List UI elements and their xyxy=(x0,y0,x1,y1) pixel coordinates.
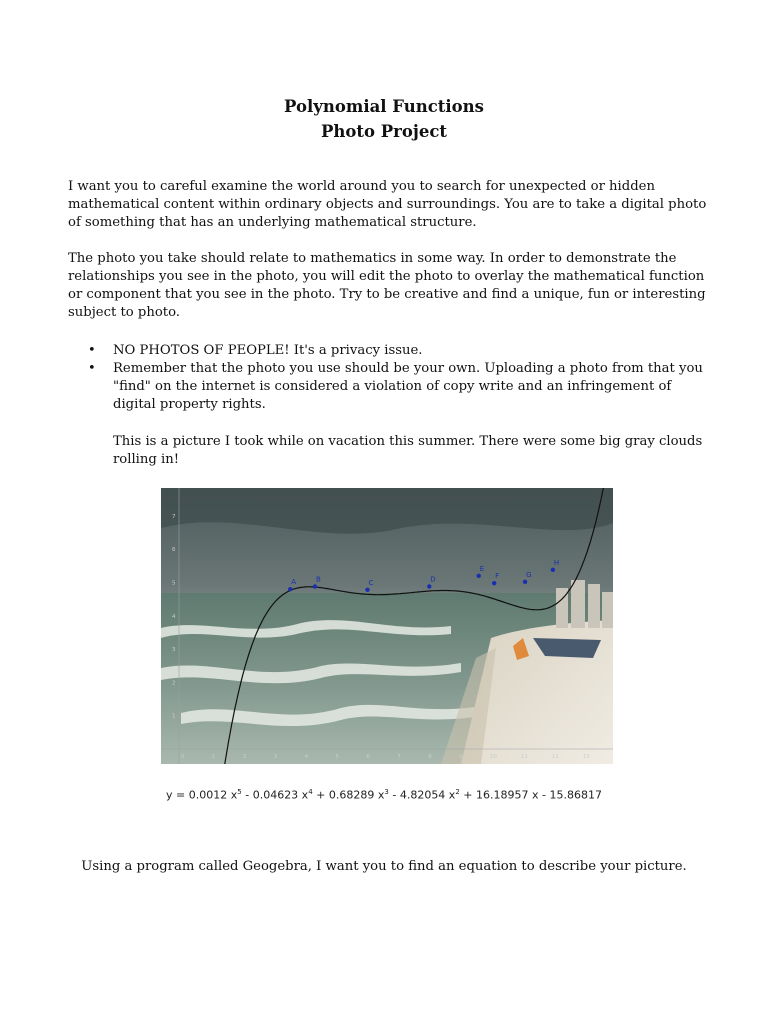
y-tick-label: 3 xyxy=(172,647,176,654)
point-label: E xyxy=(479,564,485,573)
beach-photo-with-curve xyxy=(161,488,613,764)
curve-point xyxy=(288,587,292,591)
curve-point xyxy=(365,588,369,592)
point-label: C xyxy=(368,578,374,587)
x-tick-label: 5 xyxy=(335,754,339,760)
x-tick-label: 3 xyxy=(273,754,278,760)
curve-point xyxy=(427,584,431,588)
point-label: H xyxy=(553,558,560,567)
y-tick-label: 6 xyxy=(172,547,176,554)
x-tick-label: 10 xyxy=(490,754,497,760)
point-label: A xyxy=(291,578,297,587)
rules-list xyxy=(68,342,708,414)
curve-point xyxy=(551,568,555,572)
curve-point xyxy=(492,581,496,585)
y-tick-label: 7 xyxy=(172,513,176,520)
instructions-paragraph: The photo you take should relate to mathematics in some way. In order to demonstrate the relationships you see in the photo, you will edit the photo to overlay the mathematical function or component that you see in the photo. Try to be creative and find a unique, fun or interesting subject to photo. xyxy=(68,251,706,320)
document-title xyxy=(0,94,768,144)
photo-note: This is a picture I took while on vacation this summer. There were some big gray clouds rolling in! xyxy=(113,434,703,467)
bullet-icon: • xyxy=(88,361,96,376)
x-tick-label: 9 xyxy=(459,754,463,760)
x-tick-label: 6 xyxy=(366,754,370,760)
y-tick-label: 4 xyxy=(172,613,176,620)
list-item xyxy=(68,342,708,360)
x-tick-label: 2 xyxy=(242,754,247,760)
photo-overlay xyxy=(161,488,613,764)
x-tick-label: 0 xyxy=(181,754,185,760)
title-line-2: Photo Project xyxy=(320,122,448,141)
point-label: F xyxy=(495,572,500,581)
bullet-icon: • xyxy=(88,343,96,358)
curve-point xyxy=(477,574,481,578)
intro-paragraph: I want you to careful examine the world around you to search for unexpected or hidden mathematical content within ordinary objects and surroundings. You are to take a digital photo of something that has an underlying mathematical structure. xyxy=(68,179,707,230)
x-tick-label: 8 xyxy=(428,754,432,760)
x-tick-label: 12 xyxy=(551,754,559,760)
list-item xyxy=(68,360,708,414)
y-tick-label: 1 xyxy=(172,713,176,720)
point-label: B xyxy=(315,575,321,584)
photo-background xyxy=(161,488,613,764)
y-tick-label: 5 xyxy=(172,580,176,587)
x-tick-label: 11 xyxy=(520,754,528,760)
title-line-1: Polynomial Functions xyxy=(284,97,484,116)
y-tick-label: 2 xyxy=(172,680,176,687)
x-tick-label: 4 xyxy=(304,754,309,760)
x-tick-label: 7 xyxy=(397,754,401,760)
curve-point xyxy=(523,580,527,584)
bullet-text: NO PHOTOS OF PEOPLE! It's a privacy issue. xyxy=(113,343,423,358)
polynomial-equation: y = 0.0012 $x^5 - 0.04623$ $x^4 + 0.68289$ $x^3 - 4.82054$ $x^2 + 16.18957$ x - 15.86817 xyxy=(166,788,602,802)
x-tick-label: 13 xyxy=(582,754,590,760)
geogebra-instruction: Using a program called Geogebra, I want you to find an equation to describe your picture. xyxy=(81,859,687,874)
curve-point xyxy=(313,584,317,588)
bullet-text: Remember that the photo you use should be your own. Uploading a photo from that you "find" on the internet is considered a violation of copy write and an infringement of digital property rights. xyxy=(113,361,703,412)
x-tick-label: 1 xyxy=(211,754,216,760)
point-label: D xyxy=(430,575,436,584)
point-label: G xyxy=(526,570,532,579)
